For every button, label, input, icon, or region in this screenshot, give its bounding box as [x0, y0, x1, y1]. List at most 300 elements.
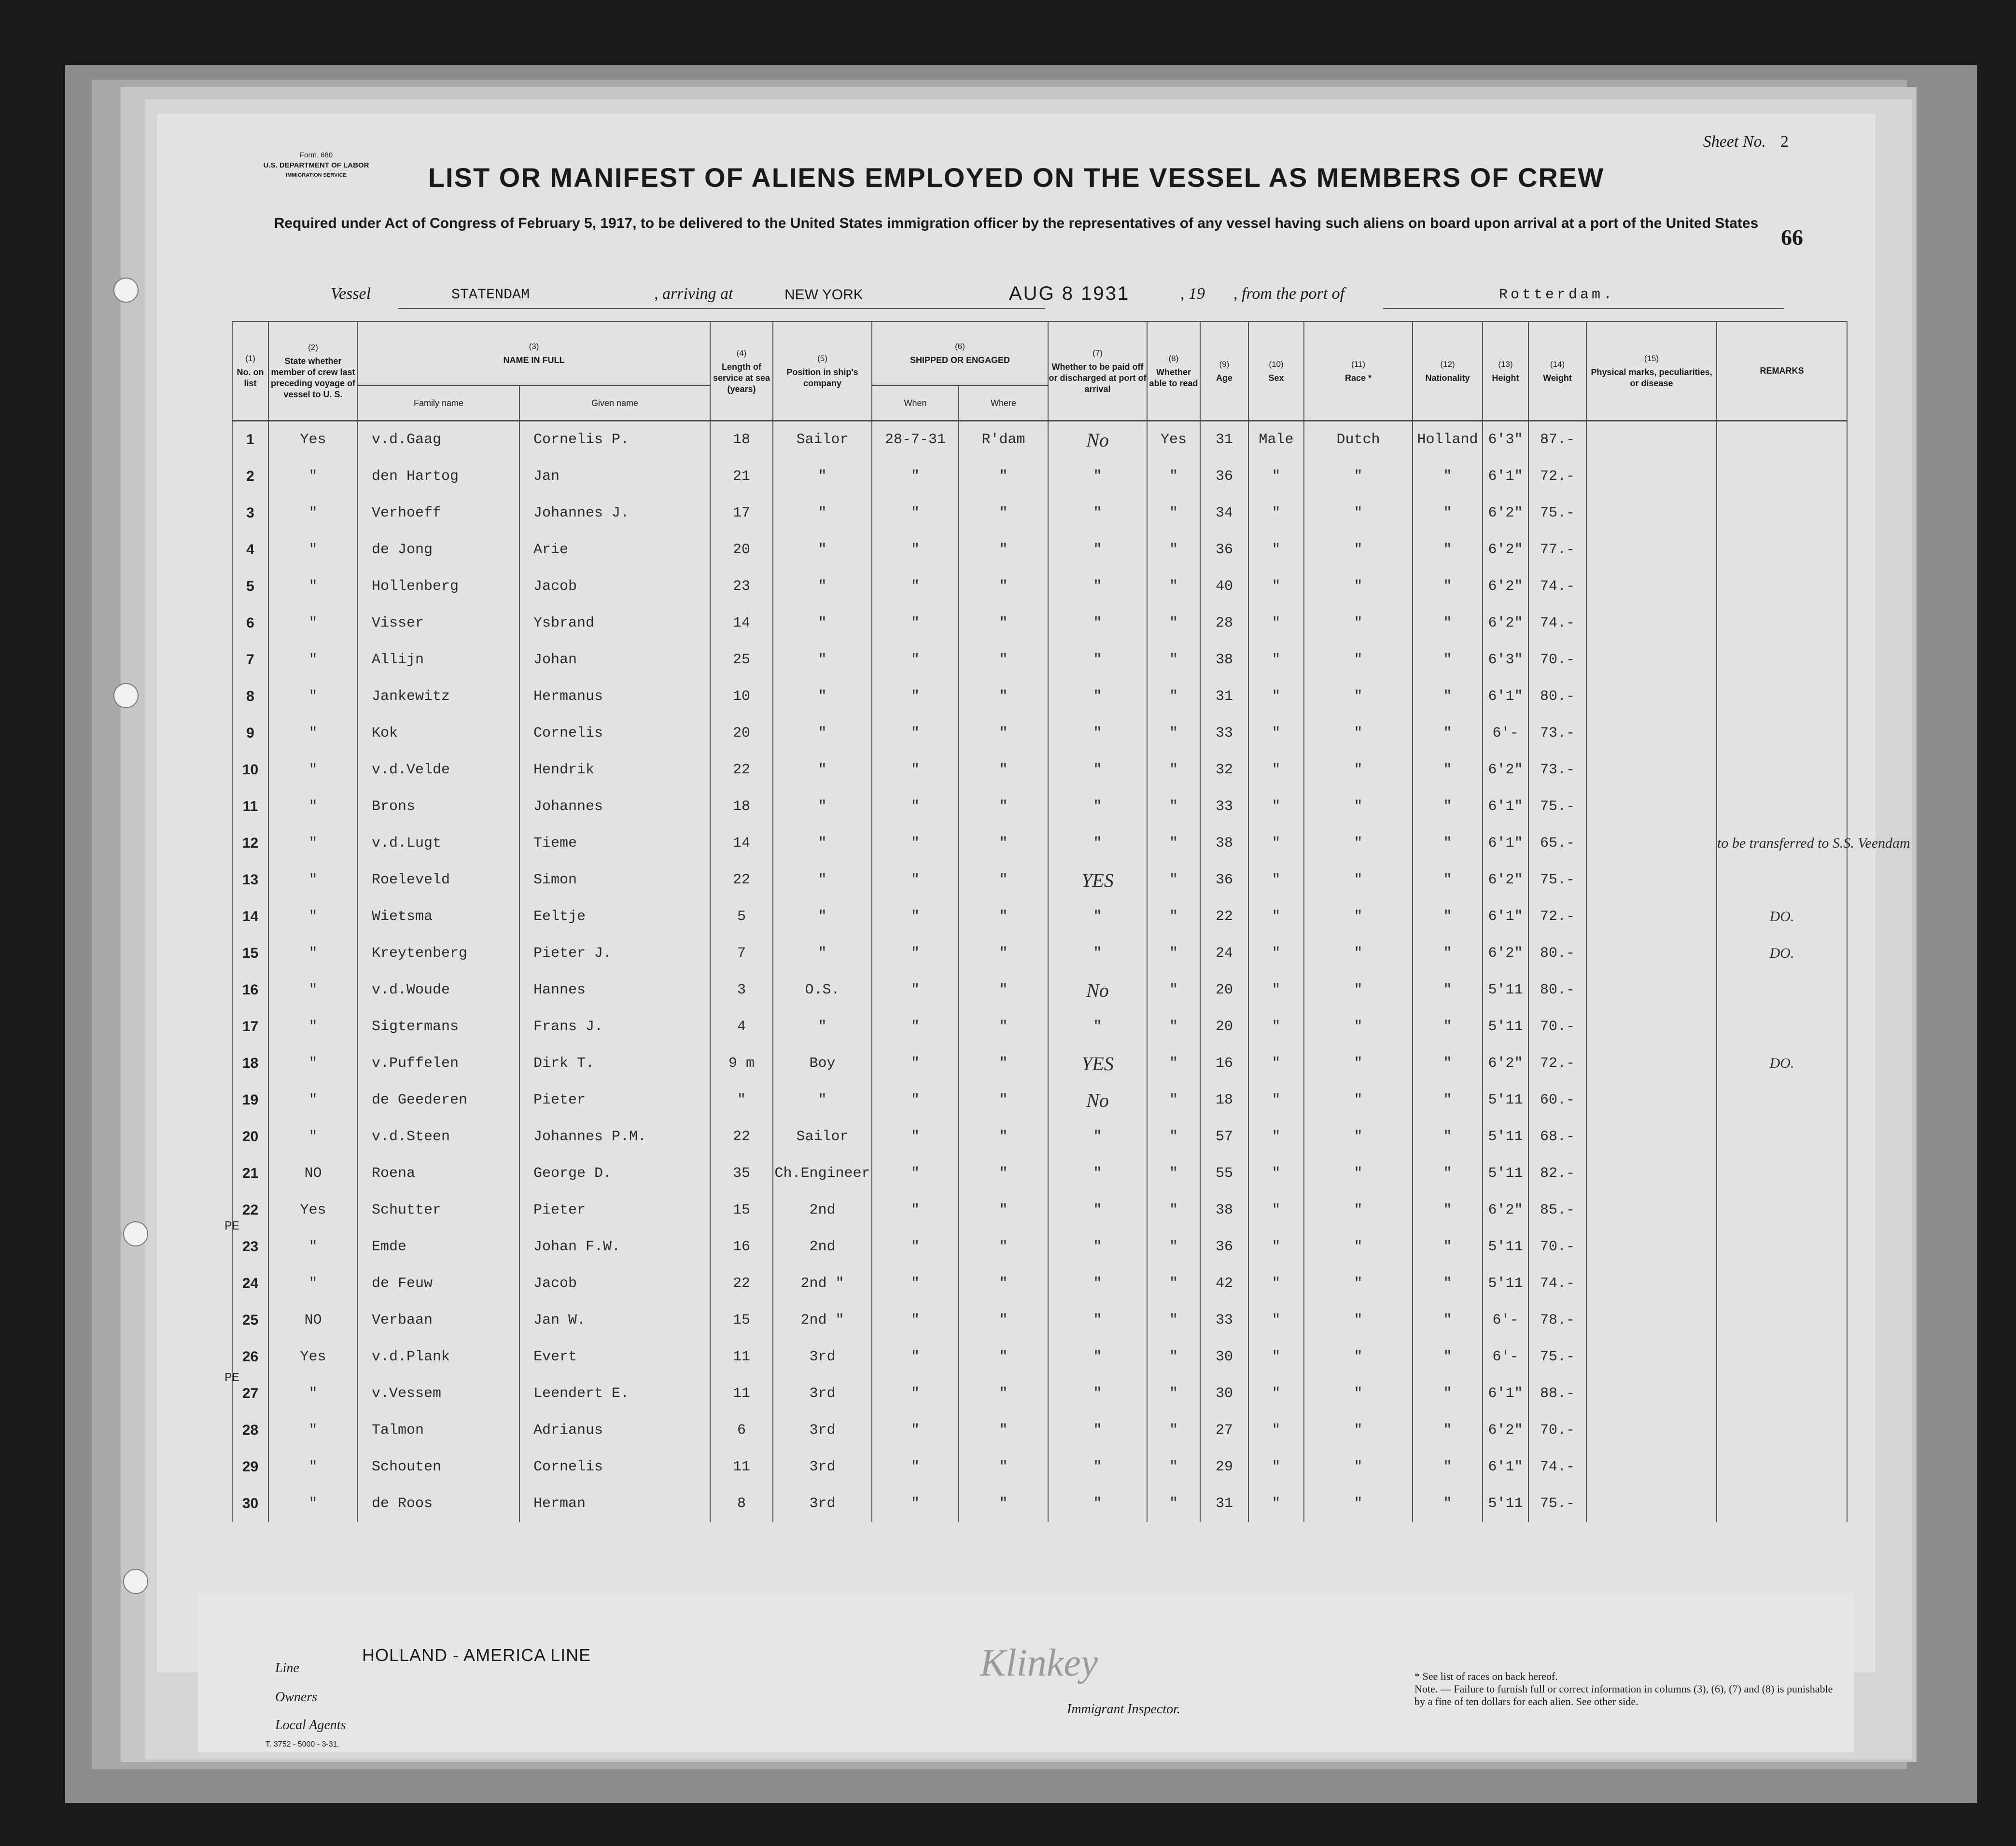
cell-nat: "	[1413, 1155, 1483, 1192]
cell-position: O.S.	[773, 972, 872, 1008]
cell-read: "	[1147, 568, 1200, 605]
crew-manifest-table	[232, 321, 1910, 1522]
cell-height: 5'11	[1483, 1485, 1528, 1522]
cell-weight: 74.-	[1528, 605, 1586, 642]
table-row	[232, 1485, 1847, 1522]
cell-service: 14	[710, 825, 773, 862]
col-header-nationality: (12) Nationality	[1413, 322, 1483, 421]
cell-read: "	[1147, 1485, 1200, 1522]
cell-family: Emde	[358, 1229, 519, 1265]
cell-nat: "	[1413, 788, 1483, 825]
cell-service: 20	[710, 531, 773, 568]
cell-prev: "	[268, 972, 358, 1008]
cell-when: "	[872, 642, 959, 678]
sheet-label: Sheet No.	[1703, 133, 1766, 151]
year-label: , 19	[1180, 285, 1205, 303]
cell-given: Jacob	[519, 1265, 710, 1302]
cell-sex: "	[1248, 568, 1304, 605]
cell-sex: "	[1248, 1412, 1304, 1449]
from-label: , from the port of	[1233, 285, 1345, 303]
from-port: Rotterdam.	[1499, 287, 1615, 303]
cell-position: 2nd "	[773, 1302, 872, 1339]
cell-prev: "	[268, 1082, 358, 1119]
cell-paid: "	[1048, 1229, 1147, 1265]
binder-hole	[113, 683, 139, 708]
cell-weight: 75.-	[1528, 788, 1586, 825]
cell-weight: 80.-	[1528, 678, 1586, 715]
cell-height: 6'1"	[1483, 825, 1528, 862]
cell-age: 36	[1200, 458, 1248, 495]
table-row	[232, 715, 1847, 752]
cell-no: 16	[232, 972, 268, 1008]
cell-race: "	[1304, 935, 1413, 972]
cell-where: "	[959, 1339, 1048, 1375]
cell-where: "	[959, 1155, 1048, 1192]
cell-race: "	[1304, 1485, 1413, 1522]
cell-no: 14	[232, 898, 268, 935]
cell-given: Jacob	[519, 568, 710, 605]
cell-height: 6'3"	[1483, 421, 1528, 459]
table-row	[232, 642, 1847, 678]
cell-race: Dutch	[1304, 421, 1413, 459]
col-header-weight: (14) Weight	[1528, 322, 1586, 421]
cell-position: "	[773, 605, 872, 642]
cell-prev: "	[268, 531, 358, 568]
cell-weight: 65.-	[1528, 825, 1586, 862]
cell-sex: "	[1248, 1192, 1304, 1229]
cell-no: 12	[232, 825, 268, 862]
cell-paid: "	[1048, 1155, 1147, 1192]
cell-read: "	[1147, 1119, 1200, 1155]
cell-age: 32	[1200, 752, 1248, 788]
cell-read: "	[1147, 678, 1200, 715]
col-header-shipped: (6) SHIPPED OR ENGAGED	[872, 322, 1048, 386]
cell-height: 6'1"	[1483, 898, 1528, 935]
cell-prev: "	[268, 1119, 358, 1155]
cell-given: Hannes	[519, 972, 710, 1008]
cell-family: de Jong	[358, 531, 519, 568]
cell-given: Evert	[519, 1339, 710, 1375]
cell-sex: "	[1248, 788, 1304, 825]
cell-position: "	[773, 495, 872, 531]
cell-family: Visser	[358, 605, 519, 642]
cell-remarks	[1717, 1412, 1847, 1449]
cell-paid: No	[1048, 1082, 1147, 1119]
cell-age: 22	[1200, 898, 1248, 935]
cell-paid: "	[1048, 1192, 1147, 1229]
cell-no: 8	[232, 678, 268, 715]
cell-prev: "	[268, 862, 358, 898]
cell-service: 23	[710, 568, 773, 605]
cell-age: 31	[1200, 678, 1248, 715]
table-row	[232, 1265, 1847, 1302]
cell-when: "	[872, 605, 959, 642]
inspector-label: Immigrant Inspector.	[1067, 1702, 1180, 1717]
col-header-when: When	[872, 386, 959, 421]
underline	[398, 308, 809, 309]
cell-height: 5'11	[1483, 1155, 1528, 1192]
cell-age: 38	[1200, 825, 1248, 862]
cell-no: 4	[232, 531, 268, 568]
cell-remarks	[1717, 1449, 1847, 1485]
cell-sex: "	[1248, 1339, 1304, 1375]
cell-marks	[1586, 1449, 1717, 1485]
cell-remarks	[1717, 495, 1847, 531]
cell-no: 13	[232, 862, 268, 898]
cell-sex: "	[1248, 1119, 1304, 1155]
cell-service: 22	[710, 1119, 773, 1155]
cell-sex: "	[1248, 678, 1304, 715]
page-title: LIST OR MANIFEST OF ALIENS EMPLOYED ON THE VESSEL AS MEMBERS OF CREW	[428, 162, 1605, 193]
binder-hole	[123, 1569, 148, 1594]
cell-sex: "	[1248, 752, 1304, 788]
cell-prev: "	[268, 678, 358, 715]
cell-service: 10	[710, 678, 773, 715]
cell-height: 6'-	[1483, 715, 1528, 752]
cell-weight: 77.-	[1528, 531, 1586, 568]
cell-no: 25	[232, 1302, 268, 1339]
cell-remarks	[1717, 458, 1847, 495]
page-subtitle: Required under Act of Congress of February 5, 1917, to be delivered to the United States immigration officer by the representatives of any vessel having such aliens on board upon arrival at a port of the United States	[274, 215, 1759, 231]
cell-given: Johan F.W.	[519, 1229, 710, 1265]
cell-given: Herman	[519, 1485, 710, 1522]
cell-paid: "	[1048, 1412, 1147, 1449]
cell-race: "	[1304, 715, 1413, 752]
cell-remarks	[1717, 972, 1847, 1008]
cell-remarks	[1717, 1229, 1847, 1265]
cell-remarks	[1717, 1082, 1847, 1119]
cell-when: "	[872, 935, 959, 972]
cell-prev: "	[268, 1008, 358, 1045]
cell-remarks	[1717, 531, 1847, 568]
cell-prev: "	[268, 495, 358, 531]
cell-remarks	[1717, 568, 1847, 605]
cell-weight: 72.-	[1528, 898, 1586, 935]
cell-family: v.Vessem	[358, 1375, 519, 1412]
cell-remarks	[1717, 752, 1847, 788]
cell-where: "	[959, 1412, 1048, 1449]
cell-when: "	[872, 1412, 959, 1449]
cell-prev: Yes	[268, 1192, 358, 1229]
cell-prev: "	[268, 458, 358, 495]
cell-weight: 75.-	[1528, 1485, 1586, 1522]
cell-when: "	[872, 458, 959, 495]
cell-age: 33	[1200, 788, 1248, 825]
cell-prev: Yes	[268, 1339, 358, 1375]
cell-when: "	[872, 1045, 959, 1082]
cell-given: Ysbrand	[519, 605, 710, 642]
cell-when: "	[872, 568, 959, 605]
cell-when: "	[872, 972, 959, 1008]
cell-nat: "	[1413, 531, 1483, 568]
arriving-label: , arriving at	[654, 285, 733, 303]
cell-where: "	[959, 1008, 1048, 1045]
cell-service: 11	[710, 1375, 773, 1412]
col-header-read: (8) Whether able to read	[1147, 322, 1200, 421]
cell-race: "	[1304, 862, 1413, 898]
cell-remarks	[1717, 1155, 1847, 1192]
cell-family: Brons	[358, 788, 519, 825]
cell-no: 26	[232, 1339, 268, 1375]
cell-no: 22	[232, 1192, 268, 1229]
cell-height: 5'11	[1483, 972, 1528, 1008]
cell-given: Simon	[519, 862, 710, 898]
cell-height: 6'2"	[1483, 862, 1528, 898]
cell-given: George D.	[519, 1155, 710, 1192]
table-row	[232, 1412, 1847, 1449]
cell-marks	[1586, 715, 1717, 752]
cell-paid: "	[1048, 495, 1147, 531]
cell-sex: "	[1248, 1045, 1304, 1082]
margin-note: PE	[224, 1219, 240, 1233]
cell-marks	[1586, 1412, 1717, 1449]
cell-read: "	[1147, 642, 1200, 678]
cell-age: 38	[1200, 642, 1248, 678]
cell-given: Eeltje	[519, 898, 710, 935]
cell-given: Frans J.	[519, 1008, 710, 1045]
cell-given: Pieter J.	[519, 935, 710, 972]
cell-age: 30	[1200, 1375, 1248, 1412]
cell-paid: "	[1048, 531, 1147, 568]
cell-service: 11	[710, 1449, 773, 1485]
cell-where: "	[959, 642, 1048, 678]
table-row	[232, 1045, 1847, 1082]
cell-marks	[1586, 1375, 1717, 1412]
cell-prev: Yes	[268, 421, 358, 459]
cell-prev: "	[268, 752, 358, 788]
cell-race: "	[1304, 642, 1413, 678]
cell-given: Johannes	[519, 788, 710, 825]
cell-paid: "	[1048, 1119, 1147, 1155]
cell-when: "	[872, 531, 959, 568]
cell-paid: No	[1048, 421, 1147, 459]
cell-remarks	[1717, 1339, 1847, 1375]
cell-nat: "	[1413, 1449, 1483, 1485]
cell-weight: 74.-	[1528, 1265, 1586, 1302]
cell-when: "	[872, 678, 959, 715]
cell-service: 25	[710, 642, 773, 678]
table-row	[232, 1449, 1847, 1485]
cell-prev: "	[268, 605, 358, 642]
cell-where: "	[959, 1375, 1048, 1412]
cell-prev: "	[268, 788, 358, 825]
cell-sex: "	[1248, 1155, 1304, 1192]
cell-marks	[1586, 1155, 1717, 1192]
cell-remarks	[1717, 1008, 1847, 1045]
inspector-signature: Klinkey	[980, 1642, 1098, 1684]
cell-where: "	[959, 972, 1048, 1008]
cell-weight: 88.-	[1528, 1375, 1586, 1412]
cell-race: "	[1304, 458, 1413, 495]
table-row	[232, 1082, 1847, 1119]
cell-age: 57	[1200, 1119, 1248, 1155]
col-header-sex: (10) Sex	[1248, 322, 1304, 421]
cell-remarks	[1717, 642, 1847, 678]
cell-weight: 68.-	[1528, 1119, 1586, 1155]
cell-service: 20	[710, 715, 773, 752]
cell-where: "	[959, 458, 1048, 495]
footer	[198, 1593, 1854, 1752]
cell-no: 5	[232, 568, 268, 605]
col-header-age: (9) Age	[1200, 322, 1248, 421]
col-header-given-name: Given name	[519, 386, 710, 421]
cell-family: v.d.Steen	[358, 1119, 519, 1155]
vessel-label: Vessel	[331, 285, 371, 303]
cell-race: "	[1304, 678, 1413, 715]
cell-sex: "	[1248, 862, 1304, 898]
cell-where: R'dam	[959, 421, 1048, 459]
cell-read: "	[1147, 531, 1200, 568]
cell-nat: "	[1413, 825, 1483, 862]
cell-age: 31	[1200, 421, 1248, 459]
cell-height: 6'2"	[1483, 752, 1528, 788]
cell-when: "	[872, 1449, 959, 1485]
cell-read: "	[1147, 972, 1200, 1008]
cell-nat: "	[1413, 1412, 1483, 1449]
col-header-family-name: Family name	[358, 386, 519, 421]
cell-given: Johannes P.M.	[519, 1119, 710, 1155]
cell-remarks	[1717, 1375, 1847, 1412]
cell-position: "	[773, 862, 872, 898]
cell-position: "	[773, 458, 872, 495]
page-number: 66	[1781, 225, 1803, 250]
cell-service: 7	[710, 935, 773, 972]
cell-position: "	[773, 898, 872, 935]
cell-race: "	[1304, 1302, 1413, 1339]
cell-when: "	[872, 1008, 959, 1045]
cell-when: "	[872, 1339, 959, 1375]
table-row	[232, 825, 1847, 862]
cell-marks	[1586, 1229, 1717, 1265]
cell-no: 17	[232, 1008, 268, 1045]
cell-weight: 74.-	[1528, 568, 1586, 605]
cell-when: "	[872, 898, 959, 935]
cell-given: Cornelis	[519, 715, 710, 752]
cell-marks	[1586, 458, 1717, 495]
cell-paid: "	[1048, 1449, 1147, 1485]
cell-sex: "	[1248, 531, 1304, 568]
cell-height: 6'3"	[1483, 642, 1528, 678]
cell-remarks	[1717, 421, 1847, 459]
cell-where: "	[959, 825, 1048, 862]
cell-weight: 80.-	[1528, 935, 1586, 972]
cell-position: "	[773, 1082, 872, 1119]
cell-paid: "	[1048, 825, 1147, 862]
cell-nat: "	[1413, 898, 1483, 935]
cell-height: 6'1"	[1483, 1449, 1528, 1485]
underline	[1383, 308, 1784, 309]
cell-race: "	[1304, 531, 1413, 568]
cell-nat: "	[1413, 1082, 1483, 1119]
cell-read: "	[1147, 935, 1200, 972]
cell-weight: 70.-	[1528, 642, 1586, 678]
cell-marks	[1586, 678, 1717, 715]
cell-when: "	[872, 1119, 959, 1155]
col-header-height: (13) Height	[1483, 322, 1528, 421]
cell-marks	[1586, 752, 1717, 788]
table-row	[232, 531, 1847, 568]
cell-no: 23	[232, 1229, 268, 1265]
table-row	[232, 1119, 1847, 1155]
cell-weight: 78.-	[1528, 1302, 1586, 1339]
line-value: HOLLAND - AMERICA LINE	[362, 1645, 591, 1665]
cell-remarks	[1717, 862, 1847, 898]
cell-nat: Holland	[1413, 421, 1483, 459]
cell-age: 38	[1200, 1192, 1248, 1229]
cell-race: "	[1304, 1229, 1413, 1265]
cell-remarks	[1717, 678, 1847, 715]
table-row	[232, 862, 1847, 898]
cell-read: "	[1147, 1339, 1200, 1375]
cell-family: Talmon	[358, 1412, 519, 1449]
cell-position: "	[773, 752, 872, 788]
cell-service: 3	[710, 972, 773, 1008]
cell-age: 31	[1200, 1485, 1248, 1522]
cell-age: 16	[1200, 1045, 1248, 1082]
cell-family: v.d.Woude	[358, 972, 519, 1008]
cell-where: "	[959, 1082, 1048, 1119]
cell-height: 6'2"	[1483, 531, 1528, 568]
col-header-where: Where	[959, 386, 1048, 421]
cell-sex: "	[1248, 898, 1304, 935]
cell-height: 6'2"	[1483, 1045, 1528, 1082]
cell-no: 6	[232, 605, 268, 642]
cell-position: 3rd	[773, 1485, 872, 1522]
cell-height: 6'2"	[1483, 1192, 1528, 1229]
cell-nat: "	[1413, 752, 1483, 788]
cell-paid: "	[1048, 1375, 1147, 1412]
cell-marks	[1586, 862, 1717, 898]
cell-position: "	[773, 788, 872, 825]
cell-when: "	[872, 1485, 959, 1522]
cell-age: 24	[1200, 935, 1248, 972]
cell-family: Jankewitz	[358, 678, 519, 715]
cell-where: "	[959, 898, 1048, 935]
cell-paid: "	[1048, 752, 1147, 788]
cell-where: "	[959, 1192, 1048, 1229]
cell-weight: 74.-	[1528, 1449, 1586, 1485]
cell-nat: "	[1413, 1302, 1483, 1339]
cell-read: "	[1147, 862, 1200, 898]
cell-remarks	[1717, 1192, 1847, 1229]
cell-family: v.Puffelen	[358, 1045, 519, 1082]
cell-position: 2nd	[773, 1192, 872, 1229]
line-label: Line	[275, 1661, 299, 1676]
cell-remarks	[1717, 1302, 1847, 1339]
cell-marks	[1586, 1339, 1717, 1375]
cell-race: "	[1304, 1265, 1413, 1302]
cell-read: "	[1147, 715, 1200, 752]
cell-read: "	[1147, 752, 1200, 788]
cell-when: "	[872, 1375, 959, 1412]
manifest-page	[157, 113, 1910, 1673]
cell-no: 3	[232, 495, 268, 531]
cell-sex: "	[1248, 1375, 1304, 1412]
cell-race: "	[1304, 972, 1413, 1008]
cell-read: "	[1147, 495, 1200, 531]
cell-family: Kreytenberg	[358, 935, 519, 972]
underline	[756, 308, 1045, 309]
cell-family: Sigtermans	[358, 1008, 519, 1045]
cell-sex: "	[1248, 642, 1304, 678]
cell-given: Pieter	[519, 1192, 710, 1229]
cell-read: "	[1147, 1229, 1200, 1265]
cell-race: "	[1304, 825, 1413, 862]
cell-prev: "	[268, 568, 358, 605]
table-row	[232, 1229, 1847, 1265]
cell-prev: "	[268, 898, 358, 935]
cell-remarks	[1717, 605, 1847, 642]
